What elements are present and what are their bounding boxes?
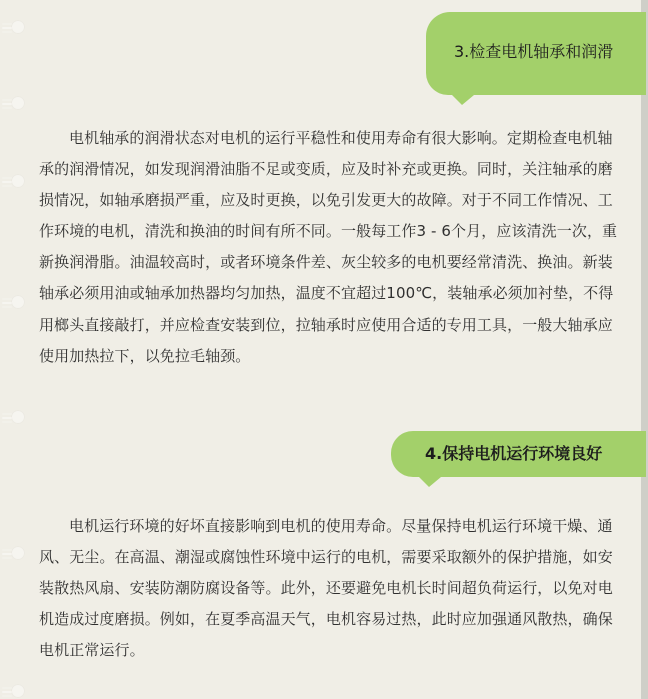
flower-decoration-icon (0, 93, 34, 113)
section-paragraph-4: 电机运行环境的好坏直接影响到电机的使用寿命。尽量保持电机运行环境干燥、通风、无尘。在高温、潮湿或腐蚀性环境中运行的电机，需要采取额外的保护措施，如安装散热风扇、安装防潮防腐设备等。此外，还要避免电机长时间超负荷运行，以免对电机造成过度磨损。例如，在夏季高温天气，电机容易过热，此时应加强通风散热，确保电机正常运行。 (39, 517, 613, 660)
section-heading-bubble-4 (391, 431, 646, 477)
section-title-4: 4.保持电机运行环境良好 (425, 444, 603, 463)
flower-decoration-icon (0, 17, 34, 37)
section-paragraph-3: 电机轴承的润滑状态对电机的运行平稳性和使用寿命有很大影响。定期检查电机轴承的润滑情况，如发现润滑油脂不足或变质，应及时补充或更换。同时，关注轴承的磨损情况，如轴承磨损严重，应及时更换，以免引发更大的故障。对于不同工作情况、工作环境的电机，清洗和换油的时间有所不同。一般每工作3 - 6个月，应该清洗一次，重新换润滑脂。油温较高时，或者环境条件差、灰尘较多的电机要经常清洗、换油。新装轴承必须用油或轴承加热器均匀加热，温度不宜超过100℃，装轴承必须加衬垫，不得用榔头直接敲打，并应检查安装到位，拉轴承时应使用合适的专用工具，一般大轴承应使用加热拉下，以免拉毛轴颈。 (39, 129, 618, 365)
flower-decoration-icon (0, 543, 34, 563)
section-heading-bubble-3 (426, 12, 646, 95)
flower-decoration-icon (0, 407, 34, 427)
section-title-3: 3.检查电机轴承和润滑 (454, 42, 614, 61)
flower-decoration-icon (0, 171, 34, 191)
right-edge-strip (641, 0, 648, 699)
flower-decoration-icon (0, 681, 34, 699)
flower-decoration-icon (0, 292, 34, 312)
